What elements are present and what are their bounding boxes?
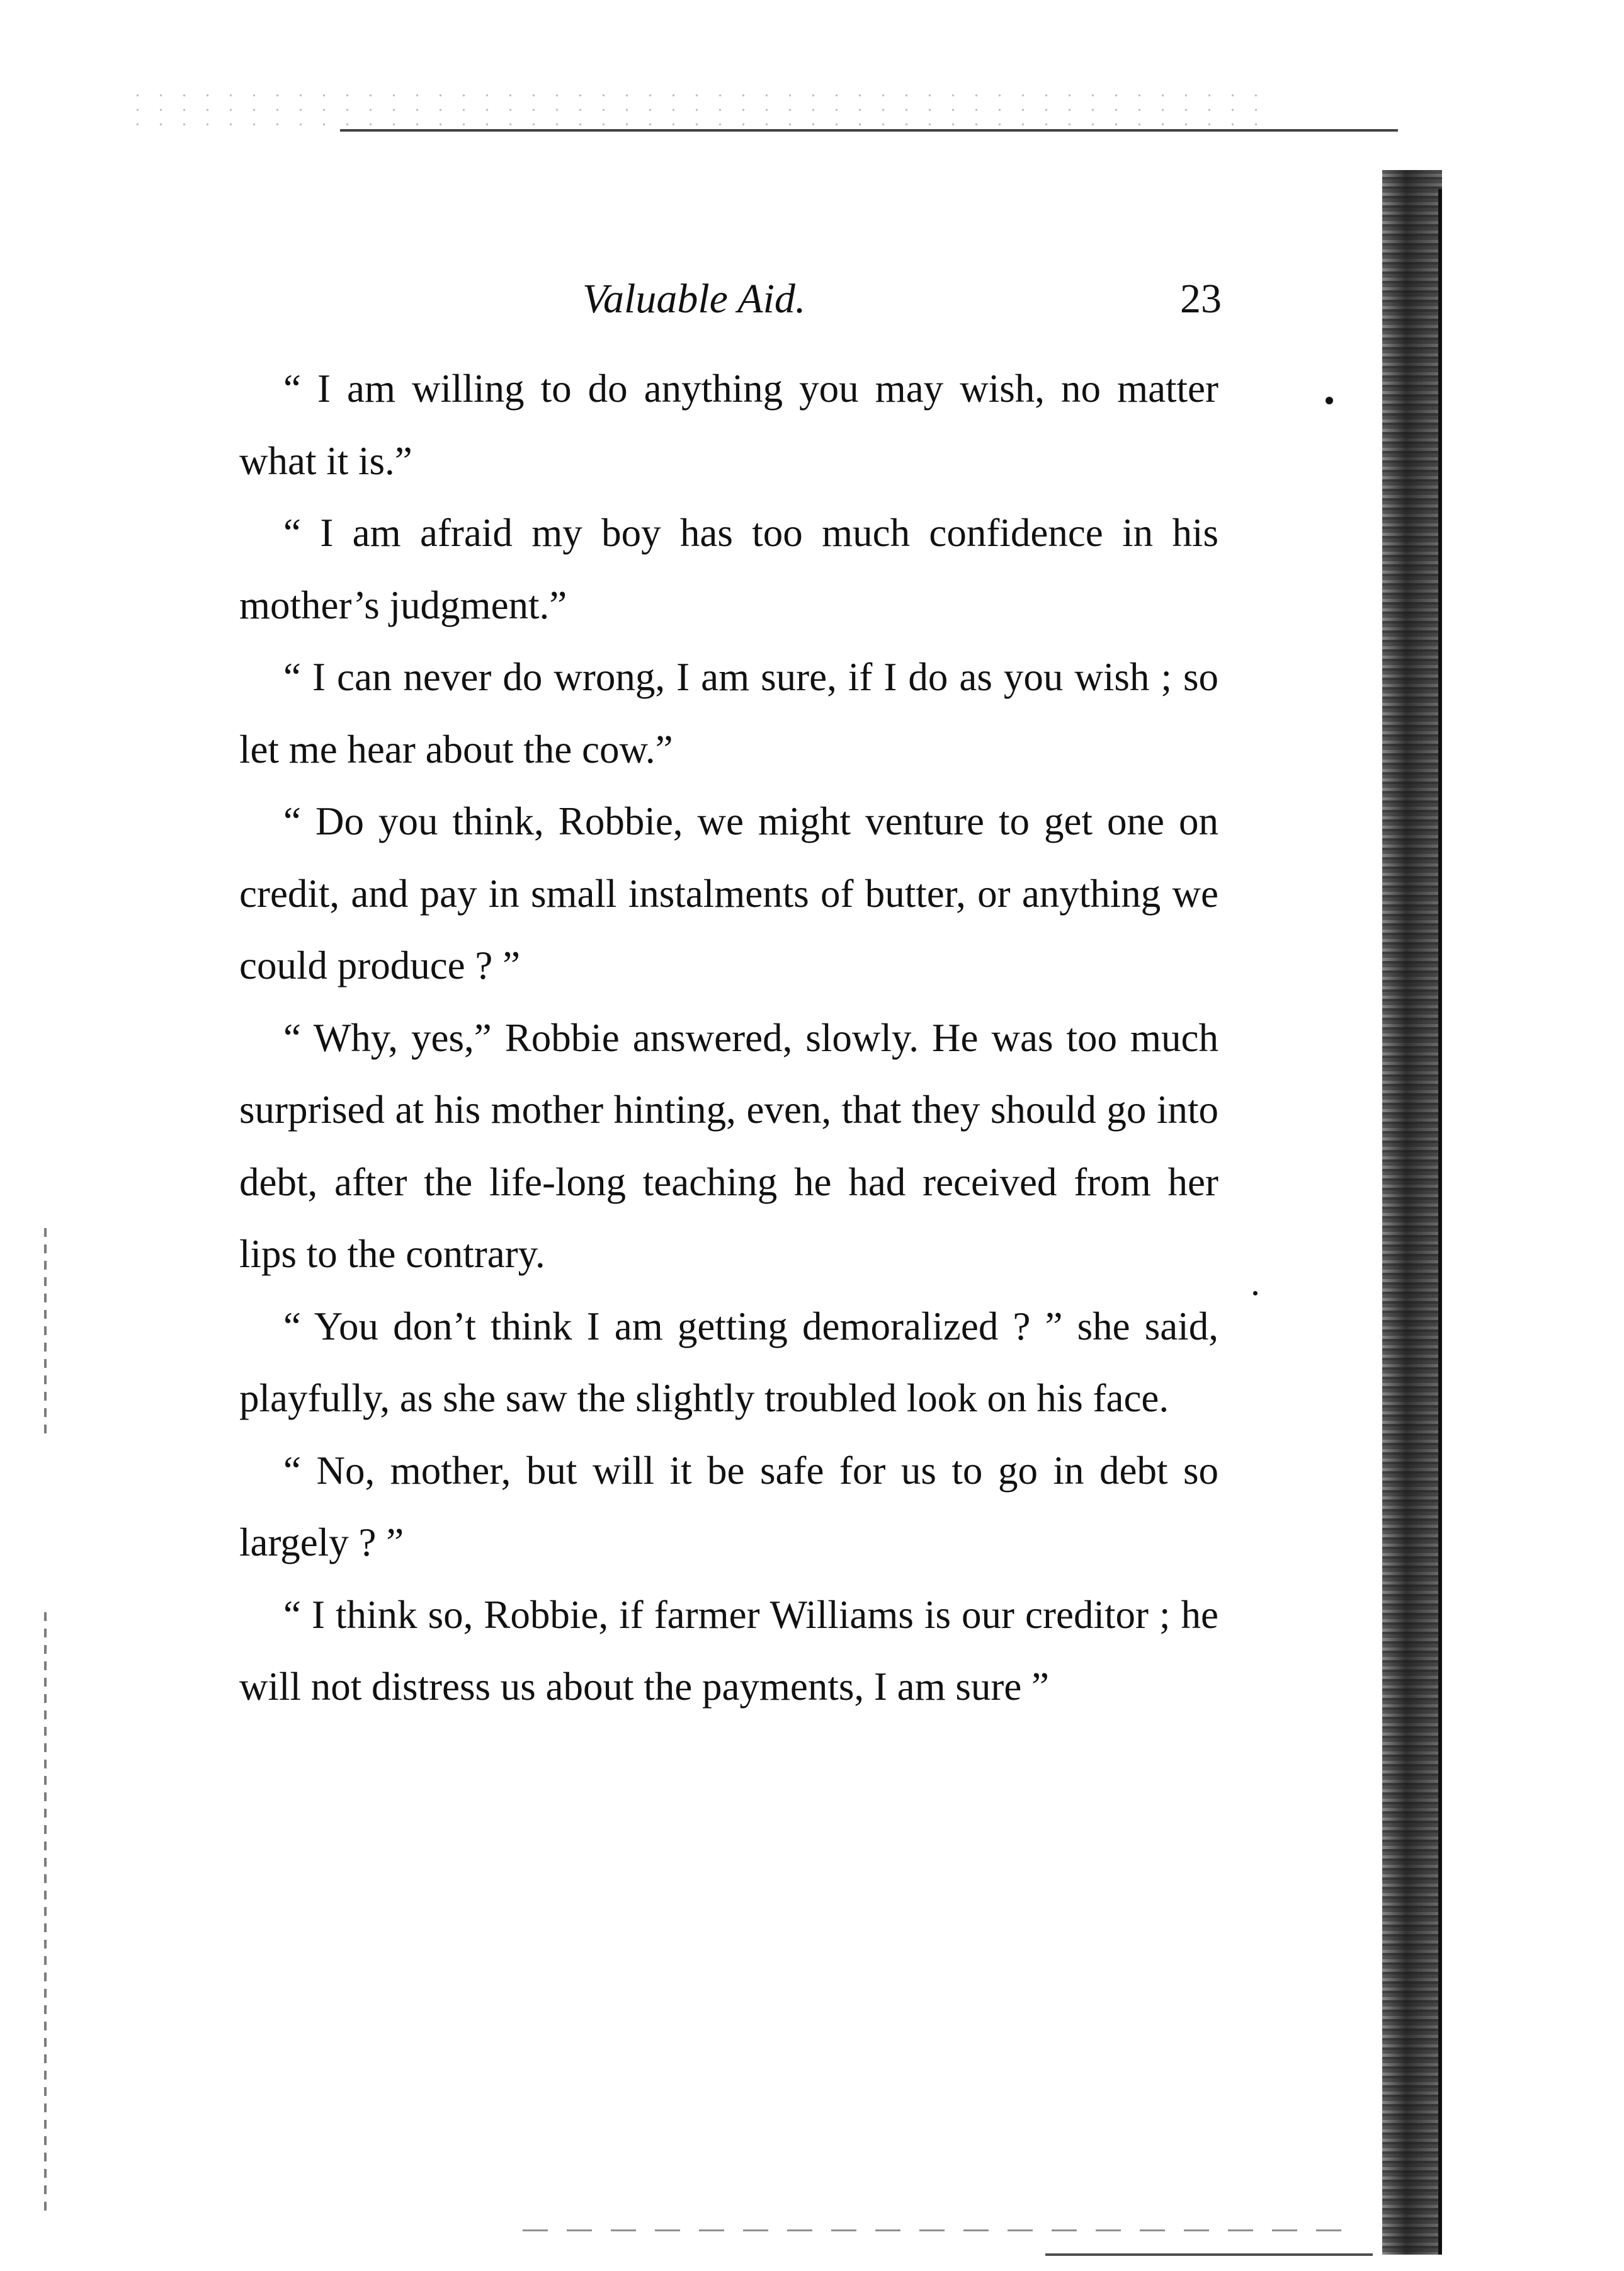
running-title: Valuable Aid. — [582, 276, 806, 322]
paragraph: “ You don’t think I am getting demoralized ? ” she said, playfully, as she saw the slightly troubled look on his face. — [239, 1304, 1218, 1420]
scan-top-rule — [340, 129, 1398, 132]
scan-speckle-top — [126, 88, 1259, 126]
paragraph: “ I can never do wrong, I am sure, if I do as you wish ; so let me hear about the cow.” — [239, 655, 1218, 771]
scan-bottom-rule-2 — [1045, 2253, 1373, 2256]
paragraph: “ I am afraid my boy has too much confidence in his mother’s judgment.” — [239, 511, 1218, 627]
book-spine-shadow — [1382, 170, 1442, 2255]
scan-left-mark-1 — [44, 1228, 47, 1436]
scan-dot-2 — [1253, 1291, 1258, 1295]
paragraph: “ I am willing to do anything you may wish, no matter what it is.” — [239, 367, 1218, 483]
scan-left-mark-2 — [44, 1612, 47, 2211]
paragraph: “ I think so, Robbie, if farmer Williams is our creditor ; he will not distress us about the payments, I am sure ” — [239, 1592, 1218, 1709]
book-spine-edge — [1438, 189, 1442, 2255]
scan-bottom-rule — [523, 2229, 1354, 2231]
page-header — [239, 271, 1222, 327]
paragraph: “ No, mother, but will it be safe for us to go in debt so largely ? ” — [239, 1448, 1218, 1564]
body-text — [239, 353, 1218, 1723]
scan-dot-1 — [1326, 397, 1333, 404]
page-number: 23 — [1180, 276, 1222, 322]
paragraph: “ Do you think, Robbie, we might venture to get one on credit, and pay in small instalments of butter, or anything we could produce ? ” — [239, 799, 1218, 988]
paragraph: “ Why, yes,” Robbie answered, slowly. He was too much surprised at his mother hinting, even, that they should go into debt, after the life-long teaching he had received from her lips to the contrary. — [239, 1015, 1218, 1276]
